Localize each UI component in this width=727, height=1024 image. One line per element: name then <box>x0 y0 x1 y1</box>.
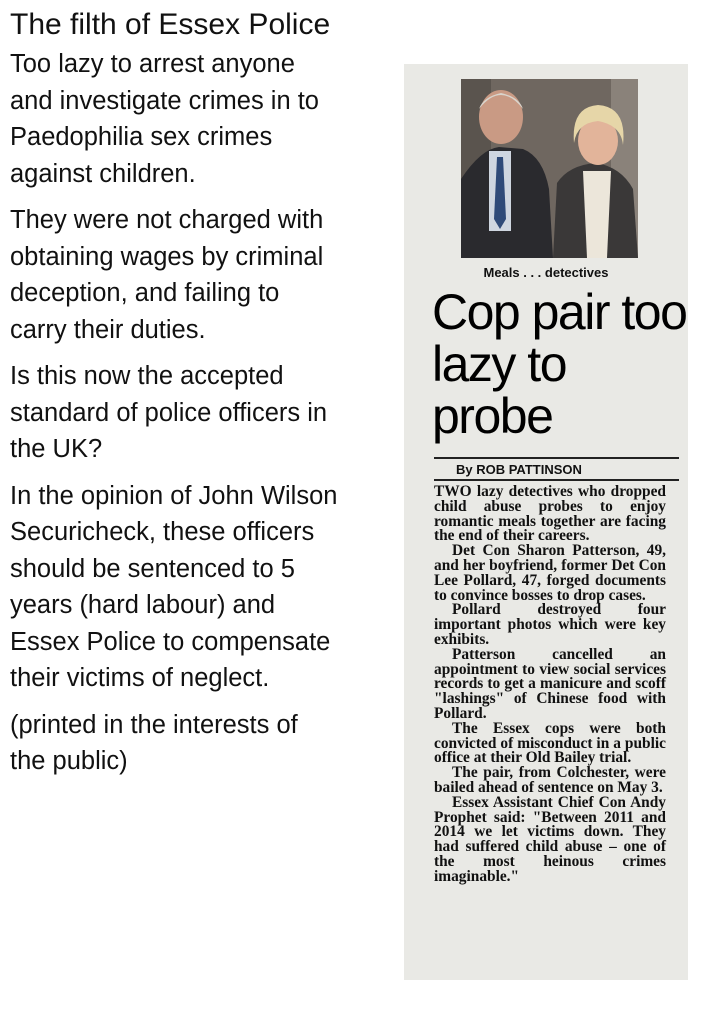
commentary-paragraph: They were not charged with obtaining wages by criminal deception, and failing to carry their duties. <box>10 206 324 344</box>
commentary <box>10 6 340 790</box>
article-paragraph: Det Con Sharon Patterson, 49, and her boyfriend, former Det Con Lee Pollard, 47, forged documents to convince bosses to drop cases. <box>434 542 666 604</box>
byline-rule-bottom <box>434 479 679 481</box>
article-byline: By ROB PATTINSON <box>456 462 582 477</box>
newspaper-clipping <box>404 64 688 980</box>
article-body <box>434 485 666 885</box>
article-paragraph: Patterson cancelled an appointment to view social services records to get a manicure and scoff "lashings" of Chinese food with Pollard. <box>434 645 666 722</box>
photo-caption: Meals . . . detectives <box>483 265 609 280</box>
commentary-paragraph: (printed in the interests of the public) <box>10 710 298 775</box>
detectives-photo-illustration <box>461 79 638 258</box>
article-paragraph: The pair, from Colchester, were bailed ahead of sentence on May 3. <box>434 764 666 796</box>
commentary-paragraph: Is this now the accepted standard of police officers in the UK? <box>10 362 328 463</box>
byline-rule-top <box>434 457 679 459</box>
commentary-paragraph: In the opinion of John Wilson Securicheck, these officers should be sentenced to 5 years (hard labour) and Essex Police to compensate their victims of neglect. <box>10 481 338 692</box>
article-headline: Cop pair too lazy to probe <box>432 284 687 444</box>
article-paragraph: TWO lazy detectives who dropped child abuse probes to enjoy romantic meals together are facing the end of their careers. <box>434 483 666 545</box>
article-paragraph: Pollard destroyed four important photos which were key exhibits. <box>434 601 666 648</box>
article-paragraph: Essex Assistant Chief Con Andy Prophet said: "Between 2011 and 2014 we let victims down. They had suffered child abuse – one of the most heinous crimes imaginable." <box>434 793 666 885</box>
commentary-paragraph: Too lazy to arrest anyone and investigate crimes in to Paedophilia sex crimes against children. <box>10 50 319 188</box>
commentary-title: The filth of Essex Police <box>10 8 331 41</box>
article-paragraph: The Essex cops were both convicted of misconduct in a public office at their Old Bailey trial. <box>434 719 666 767</box>
detectives-photo <box>461 79 638 258</box>
